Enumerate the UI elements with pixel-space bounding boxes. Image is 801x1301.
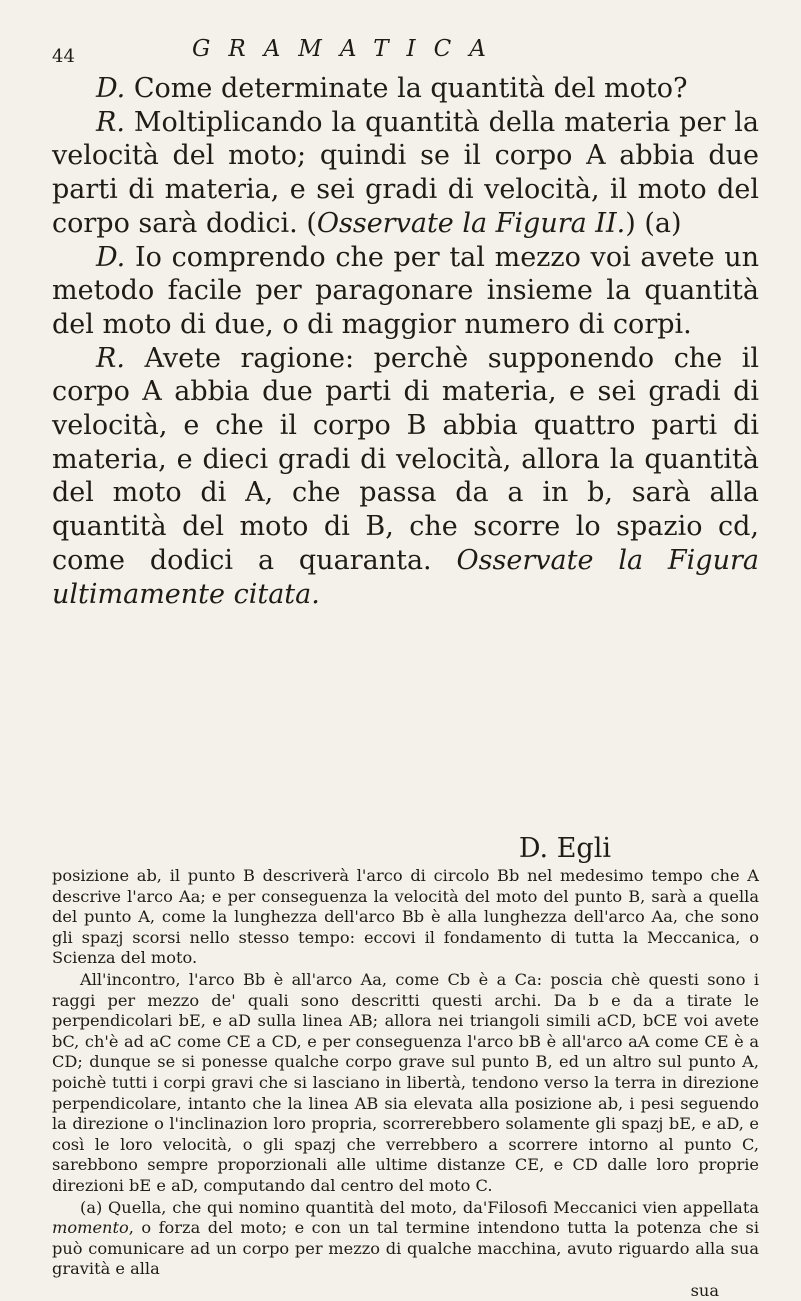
footnote-catchword: sua (690, 1280, 719, 1300)
footnote-text: , o forza del moto; e con un tal termine intendono tutta la potenza che si può comunicare ad un corpo per mezzo di qualche macchina, avuto riguardo alla sua gravità e alla (52, 1218, 759, 1279)
answer-text: Moltiplicando la quantità della materia per la velocità del moto; quindi se il corpo A abbia due parti di materia, e sei gradi di velocità, il moto del corpo sarà dodici. ( (52, 106, 759, 239)
answer-text: ) (a) (625, 207, 682, 239)
speaker-label: D. (96, 241, 126, 273)
footnote-paragraph: All'incontro, l'arco Bb è all'arco Aa, come Cb è a Ca: poscia chè questi sono i raggi per mezzo de' quali sono descritti questi archi. Da b e da a tirate le perpendicolari bE, e aD sulla linea AB; allora nei triangoli simili aCD, bCE voi avete bC, ch'è ad aC come CE a CD, e per conseguenza l'arco bB è all'arco aA come CE è a CD; dunque se si ponesse qualche corpo grave sul punto B, ed un altro sul punto A, poichè tutti i corpi gravi che si lasciano in libertà, tendono verso la terra in direzione perpendicolare, intanto che la linea AB sia elevata alla posizione ab, i pesi seguendo la direzione o l'inclinazion loro propria, scorrerebbero solamente gli spazj bE, e aD, e così le loro velocità, o gli spazj che verrebbero a scorrere intorno al punto C, sarebbono sempre proporzionali alle ultime distanze CE, e CD dalle loro proprie direzioni bE e aD, computando dal centro del moto C. (52, 969, 759, 1195)
footnote-text: (a) Quella, che qui nomino quantità del moto, da'Filosofi Meccanici vien appellata (80, 1197, 759, 1217)
speaker-label: D. (96, 73, 126, 104)
answer-paragraph (52, 342, 759, 612)
answer-text: Avete ragione: perchè supponendo che il corpo A abbia due parti di materia, e sei gradi di velocità, e che il corpo B abbia quattro parti di materia, e dieci gradi di velocità, allora la quantità del moto di A, che passa da a in b, sarà alla quantità del moto di B, che scorre lo spazio cd, come dodici a quaranta. (52, 342, 759, 576)
question-text: Come determinate la quantità del moto? (133, 73, 688, 104)
question-paragraph (52, 241, 759, 342)
dialogue-body (52, 72, 759, 611)
footnote-a (52, 1198, 759, 1280)
catchword: D. Egli (518, 833, 611, 864)
running-title: GRAMATICA (192, 36, 504, 62)
answer-paragraph (52, 106, 759, 241)
footnote-term: momento (52, 1218, 129, 1238)
footnote-continuation: posizione ab, il punto B descriverà l'arco di circolo Bb nel medesimo tempo che A descrive l'arco Aa; e per conseguenza la velocità del moto del punto B, sarà a quella del punto A, come la lunghezza dell'arco Bb è alla lunghezza dell'arco Aa, che sono gli spazj scorsi nello stesso tempo: eccovi il fondamento di tutta la Meccanica, o Scienza del moto. (52, 866, 759, 968)
speaker-label: R. (96, 106, 125, 138)
footnotes (52, 866, 759, 1301)
speaker-label: R. (96, 342, 125, 374)
page-header (52, 28, 759, 68)
figure-reference: Osservate la Figura ultimamente citata. (52, 544, 759, 610)
question-paragraph (52, 72, 759, 106)
page-number: 44 (52, 46, 75, 67)
figure-reference: Osservate la Figura II. (316, 207, 626, 239)
question-text: Io comprendo che per tal mezzo voi avete un metodo facile per paragonare insieme la quantità del moto di due, o di maggior numero di corpi. (52, 241, 759, 340)
